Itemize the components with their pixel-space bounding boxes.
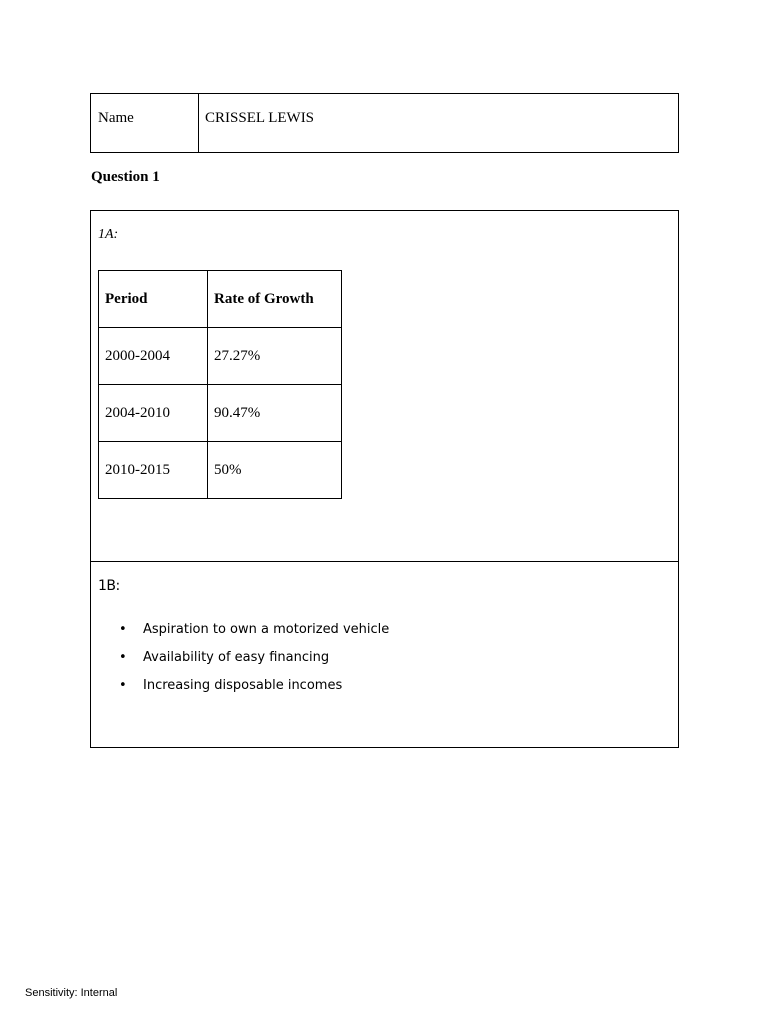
period-cell: 2010-2015 xyxy=(99,442,208,499)
period-header: Period xyxy=(99,271,208,328)
name-table xyxy=(90,93,679,153)
answer-box xyxy=(90,210,679,748)
part-a-label: 1A: xyxy=(98,227,119,242)
bullet-icon: • xyxy=(119,622,127,637)
table-header-row xyxy=(99,271,342,328)
bullet-icon: • xyxy=(119,678,127,693)
rate-of-growth-header: Rate of Growth xyxy=(208,271,342,328)
part-b-label: 1B: xyxy=(98,578,120,594)
list-item-text: Increasing disposable incomes xyxy=(143,678,343,693)
rate-cell: 27.27% xyxy=(208,328,342,385)
table-row xyxy=(99,442,342,499)
list-item-text: Aspiration to own a motorized vehicle xyxy=(143,622,390,637)
table-row xyxy=(99,385,342,442)
sensitivity-label: Sensitivity: Internal xyxy=(25,987,118,999)
rate-cell: 50% xyxy=(208,442,342,499)
period-cell: 2004-2010 xyxy=(99,385,208,442)
part-a-section xyxy=(91,211,678,562)
name-label: Name xyxy=(91,94,199,152)
list-item-text: Availability of easy financing xyxy=(143,650,330,665)
period-cell: 2000-2004 xyxy=(99,328,208,385)
bullet-icon: • xyxy=(119,650,127,665)
table-row xyxy=(99,328,342,385)
question-heading: Question 1 xyxy=(91,169,160,185)
name-value: CRISSEL LEWIS xyxy=(205,110,315,126)
rate-cell: 90.47% xyxy=(208,385,342,442)
growth-rate-table xyxy=(98,270,342,499)
